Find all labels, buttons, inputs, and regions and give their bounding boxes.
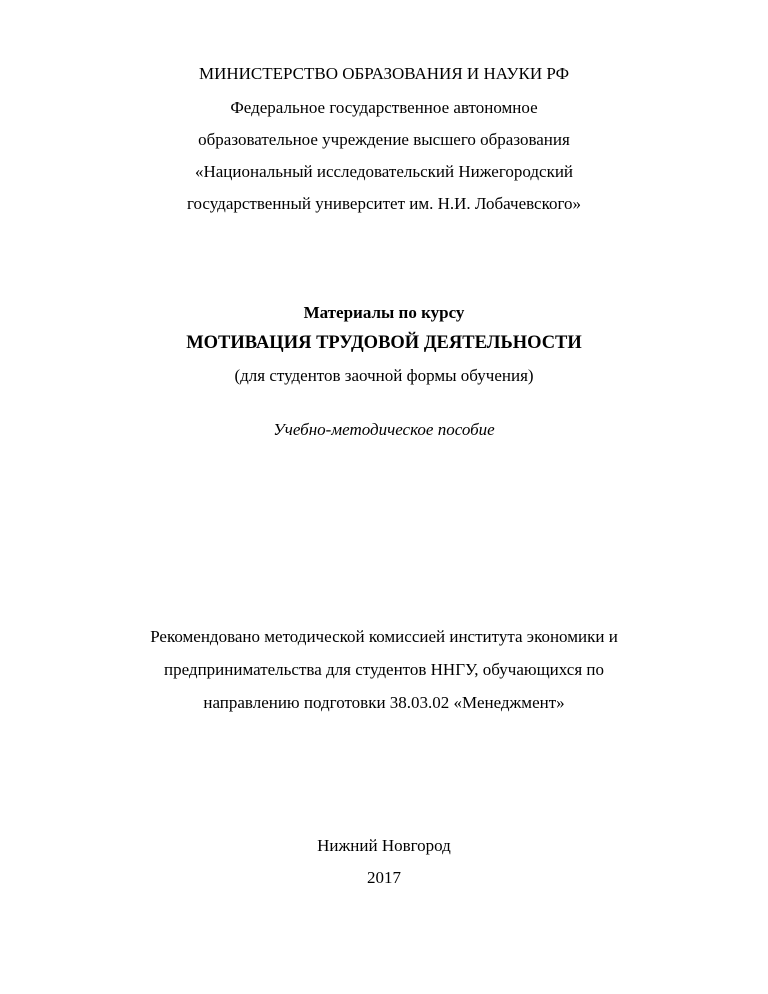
- materials-label: Материалы по курсу: [303, 303, 465, 322]
- institution-line-4: государственный университет им. Н.И. Лобачевского»: [186, 194, 582, 213]
- ministry-name: МИНИСТЕРСТВО ОБРАЗОВАНИЯ И НАУКИ РФ: [198, 64, 570, 83]
- institution-line-3: «Национальный исследовательский Нижегородский: [194, 162, 574, 181]
- recommendation-line-1: Рекомендовано методической комиссией института экономики и: [150, 627, 618, 646]
- year: 2017: [367, 868, 401, 887]
- recommendation-line-3: направлению подготовки 38.03.02 «Менеджмент»: [203, 693, 565, 712]
- document-type: Учебно-методическое пособие: [273, 420, 495, 439]
- institution-line-1: Федеральное государственное автономное: [230, 98, 538, 117]
- recommendation-line-2: предпринимательства для студентов ННГУ, обучающихся по: [164, 660, 604, 679]
- audience-note: (для студентов заочной формы обучения): [234, 366, 534, 385]
- city: Нижний Новгород: [317, 836, 451, 855]
- course-title: МОТИВАЦИЯ ТРУДОВОЙ ДЕЯТЕЛЬНОСТИ: [186, 333, 582, 353]
- institution-line-2: образовательное учреждение высшего образования: [198, 130, 570, 149]
